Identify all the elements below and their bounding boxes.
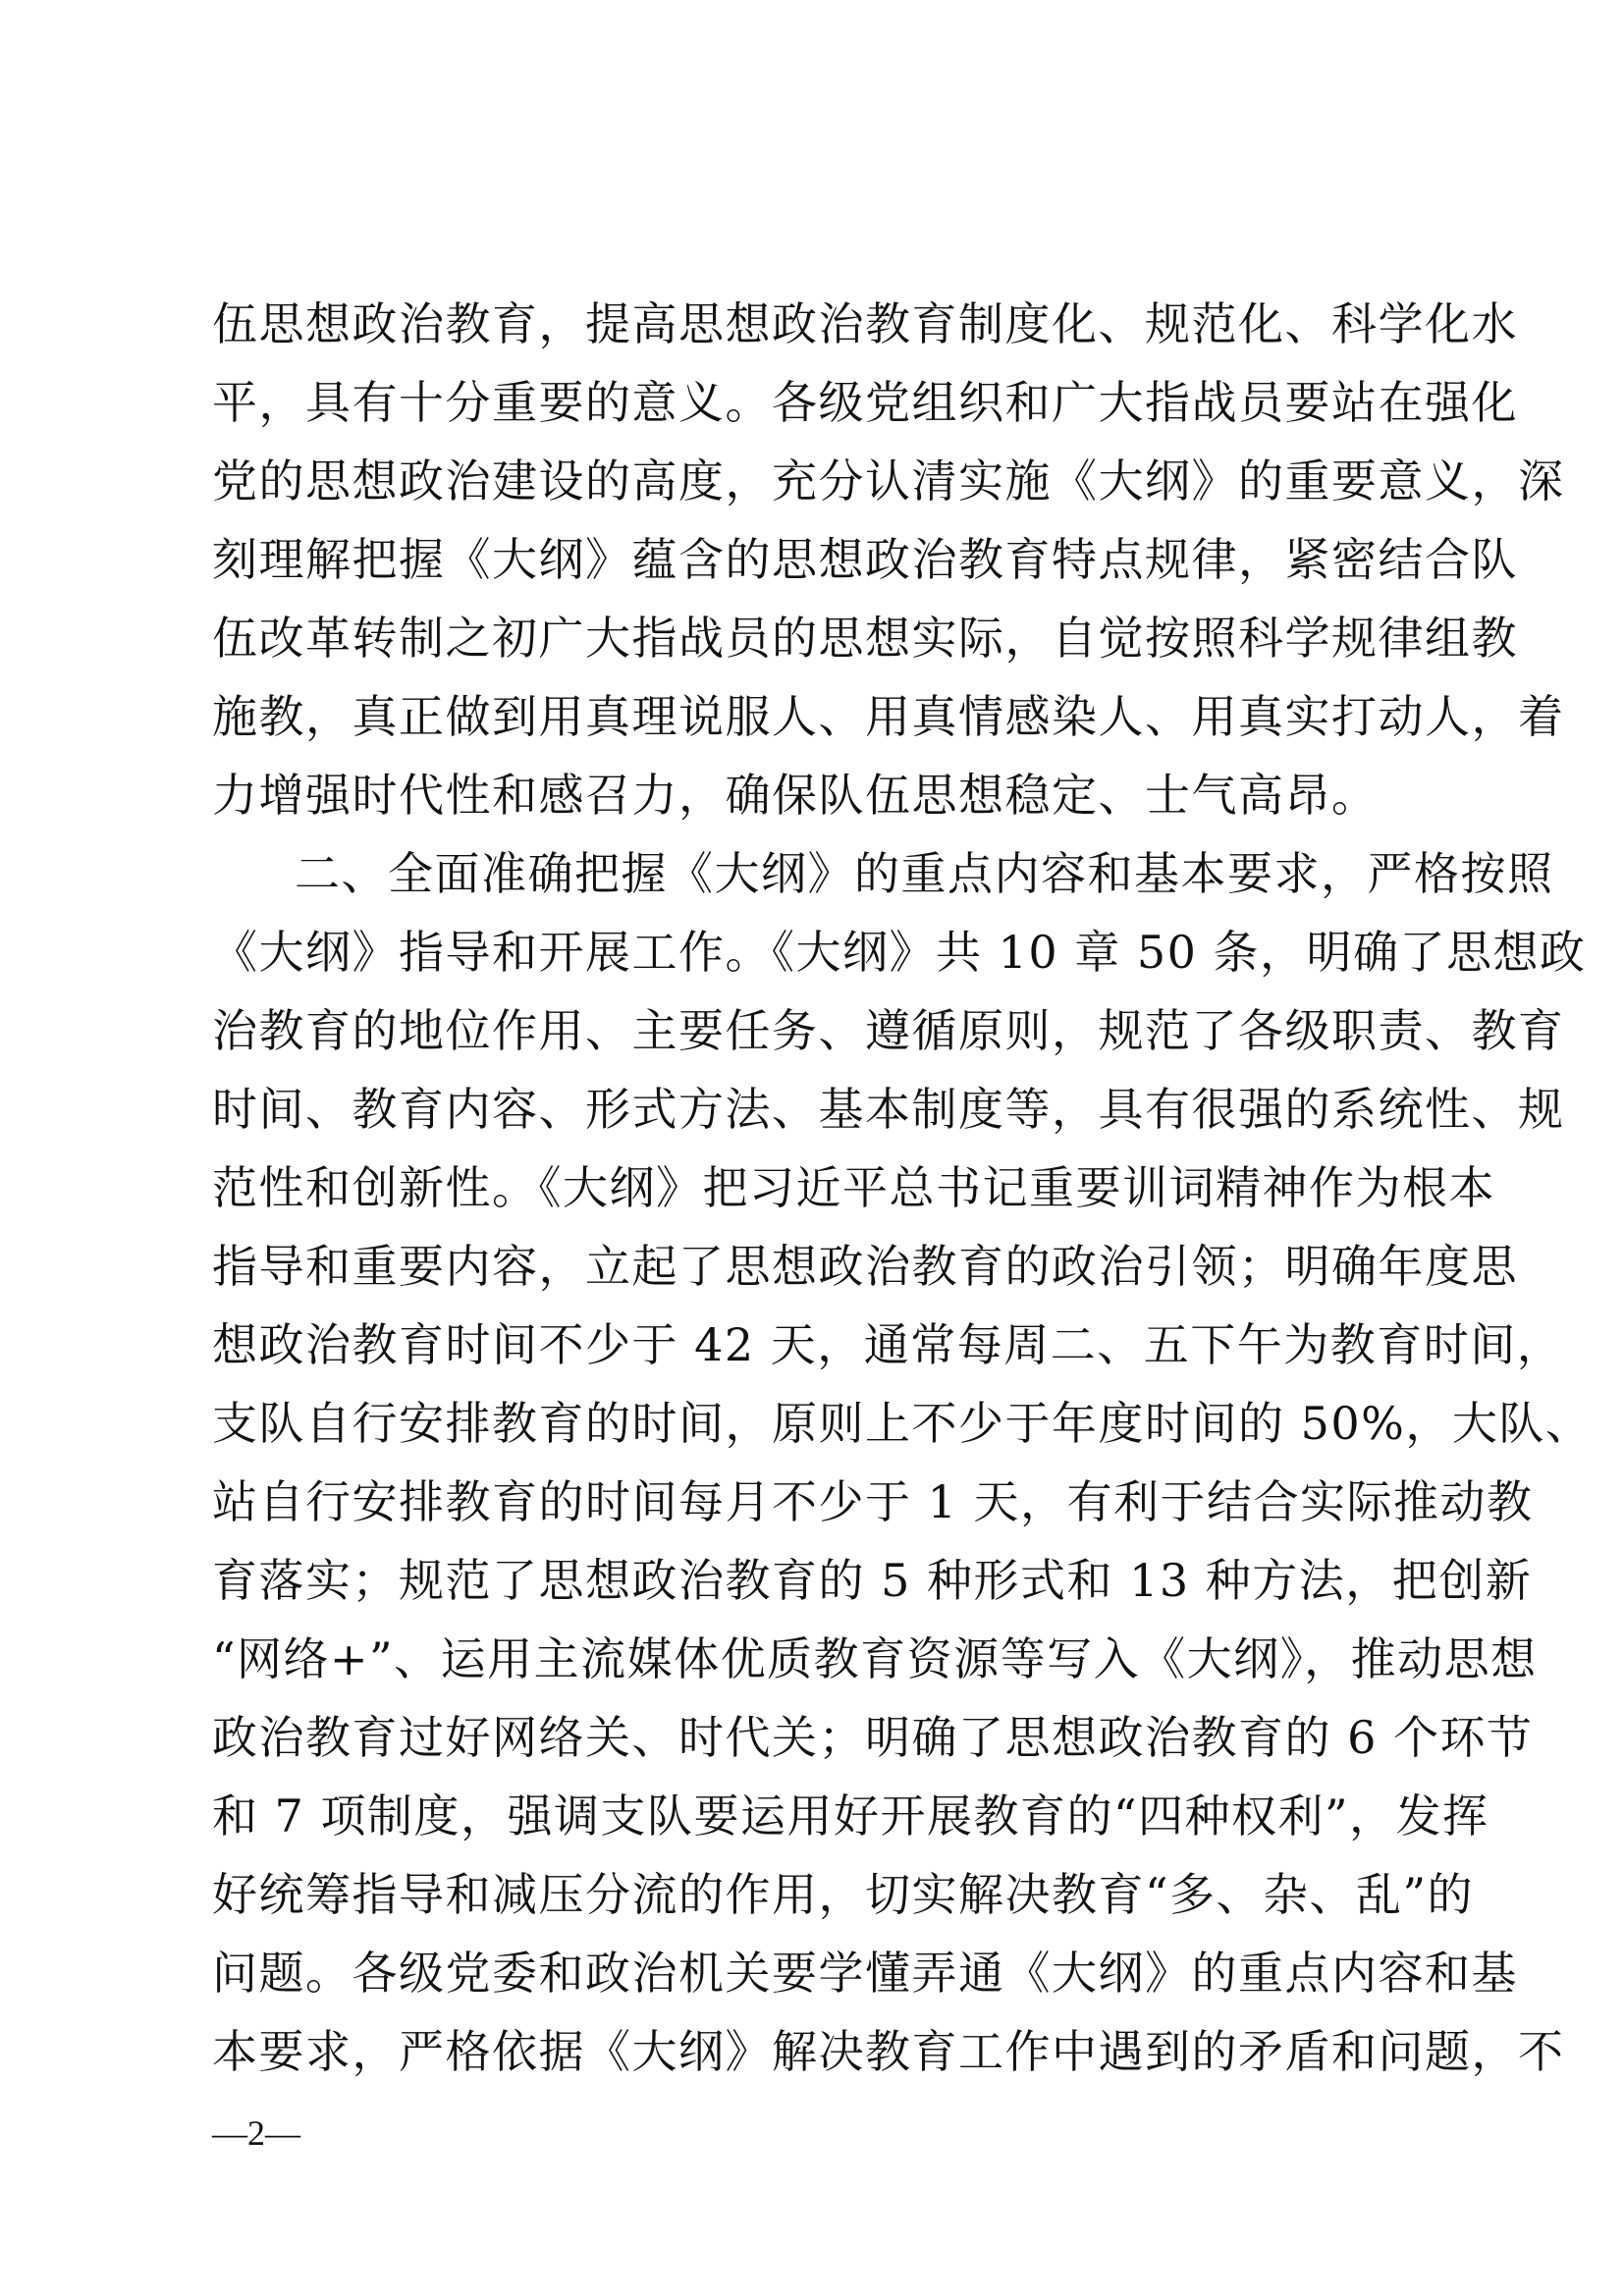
- body-text-line: 党的思想政治建设的高度，充分认清实施《大纲》的重要意义，深: [212, 454, 1565, 507]
- body-text-line: “网络+”、运用主流媒体优质教育资源等写入《大纲》，推动思想: [212, 1632, 1538, 1685]
- body-text-line: 支队自行安排教育的时间，原则上不少于年度时间的 50%，大队、: [212, 1397, 1593, 1450]
- page-number: —2—: [212, 2113, 300, 2153]
- body-text-line: 刻理解把握《大纲》蕴含的思想政治教育特点规律，紧密结合队: [212, 533, 1518, 586]
- body-text-line: 好统筹指导和减压分流的作用，切实解决教育“多、杂、乱”的: [212, 1868, 1475, 1921]
- paragraph-start-line: 二、全面准确把握《大纲》的重点内容和基本要求，严格按照: [295, 847, 1554, 900]
- body-text-line: 指导和重要内容，立起了思想政治教育的政治引领；明确年度思: [212, 1240, 1518, 1293]
- body-text-line: 问题。各级党委和政治机关要学懂弄通《大纲》的重点内容和基: [212, 1947, 1518, 2000]
- body-text-line: 伍改革转制之初广大指战员的思想实际，自觉按照科学规律组教: [212, 612, 1518, 665]
- body-text-line: 时间、教育内容、形式方法、基本制度等，具有很强的系统性、规: [212, 1083, 1565, 1136]
- body-text-line: 施教，真正做到用真理说服人、用真情感染人、用真实打动人，着: [212, 690, 1565, 743]
- body-text-line: 力增强时代性和感召力，确保队伍思想稳定、士气高昂。: [212, 769, 1379, 822]
- body-text-line: 伍思想政治教育，提高思想政治教育制度化、规范化、科学化水: [212, 297, 1518, 350]
- body-text-line: 平，具有十分重要的意义。各级党组织和广大指战员要站在强化: [212, 376, 1518, 429]
- body-text-line: 站自行安排教育的时间每月不少于 1 天，有利于结合实际推动教: [212, 1475, 1534, 1528]
- body-text-line: 《大纲》指导和开展工作。《大纲》共 10 章 50 条，明确了思想政: [212, 926, 1587, 979]
- body-text-line: 治教育的地位作用、主要任务、遵循原则，规范了各级职责、教育: [212, 1004, 1565, 1057]
- body-text-line: 本要求，严格依据《大纲》解决教育工作中遇到的矛盾和问题，不: [212, 2025, 1565, 2078]
- body-text-line: 政治教育过好网络关、时代关；明确了思想政治教育的 6 个环节: [212, 1711, 1534, 1764]
- body-text-line: 想政治教育时间不少于 42 天，通常每周二、五下午为教育时间，: [212, 1318, 1564, 1371]
- body-text-line: 和 7 项制度，强调支队要运用好开展教育的“四种权利”，发挥: [212, 1789, 1489, 1842]
- body-text-line: 育落实；规范了思想政治教育的 5 种形式和 13 种方法，把创新: [212, 1554, 1533, 1607]
- body-text-line: 范性和创新性。《大纲》把习近平总书记重要训词精神作为根本: [212, 1161, 1495, 1214]
